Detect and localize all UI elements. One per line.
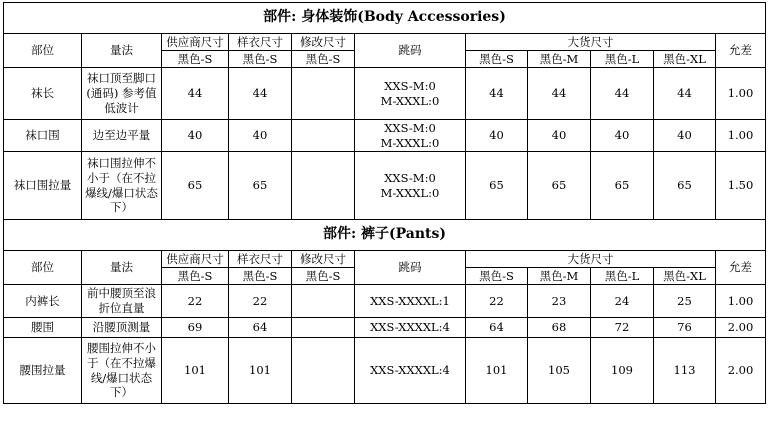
cell-modified (292, 152, 355, 220)
header-row (4, 34, 766, 51)
jump-line: M-XXXL:0 (380, 93, 440, 108)
subheader-bulk-l: 黑色-L (591, 51, 654, 68)
subheader-sample-color-size: 黑色-S (229, 51, 292, 68)
cell-position: 袜口围拉量 (4, 152, 82, 220)
subheader-bulk-s: 黑色-S (466, 51, 528, 68)
header-sample-size: 样衣尺寸 (229, 34, 292, 51)
cell-jump-code (355, 120, 466, 152)
jump-line: XXS-XXXXL:4 (370, 320, 450, 335)
header-position: 部位 (4, 34, 82, 68)
jump-line: M-XXXL:0 (380, 185, 440, 200)
subheader-sample-color-size: 黑色-S (229, 268, 292, 285)
cell-sample: 44 (229, 68, 292, 120)
cell-bulk-l: 65 (591, 152, 654, 220)
cell-jump-code (355, 338, 466, 404)
cell-tolerance: 1.00 (716, 285, 766, 318)
subheader-supplier-color-size: 黑色-S (162, 51, 229, 68)
subheader-bulk-xl: 黑色-XL (654, 268, 716, 285)
cell-bulk-xl: 25 (654, 285, 716, 318)
cell-bulk-l: 40 (591, 120, 654, 152)
cell-tolerance: 2.00 (716, 318, 766, 338)
cell-tolerance: 2.00 (716, 338, 766, 404)
cell-bulk-xl: 44 (654, 68, 716, 120)
table-row (4, 120, 766, 152)
jump-line: XXS-XXXXL:4 (370, 363, 450, 378)
subheader-bulk-l: 黑色-L (591, 268, 654, 285)
subheader-bulk-m: 黑色-M (528, 268, 591, 285)
cell-bulk-m: 40 (528, 120, 591, 152)
section-title: 部件: 裤子(Pants) (4, 220, 766, 251)
cell-sample: 64 (229, 318, 292, 338)
cell-bulk-l: 44 (591, 68, 654, 120)
header-bulk-size: 大货尺寸 (466, 34, 716, 51)
cell-tolerance: 1.50 (716, 152, 766, 220)
subheader-supplier-color-size: 黑色-S (162, 268, 229, 285)
subheader-bulk-s: 黑色-S (466, 268, 528, 285)
cell-modified (292, 285, 355, 318)
size-spec-table (3, 2, 766, 404)
cell-position: 袜口围 (4, 120, 82, 152)
header-tolerance: 允差 (716, 34, 766, 68)
cell-jump-code (355, 285, 466, 318)
cell-bulk-s: 64 (466, 318, 528, 338)
header-method: 量法 (82, 251, 162, 285)
cell-position: 内裤长 (4, 285, 82, 318)
header-jump-code: 跳码 (355, 251, 466, 285)
cell-method: 袜口围拉伸不小于（在不拉爆线/爆口状态下） (82, 152, 162, 220)
cell-tolerance: 1.00 (716, 120, 766, 152)
jump-line: XXS-M:0 (384, 171, 436, 186)
cell-bulk-s: 44 (466, 68, 528, 120)
cell-bulk-m: 44 (528, 68, 591, 120)
jump-line: M-XXXL:0 (380, 135, 440, 150)
cell-method: 腰围拉伸不小于（在不拉爆线/爆口状态下） (82, 338, 162, 404)
section-title: 部件: 身体装饰(Body Accessories) (4, 3, 766, 34)
header-modified-size: 修改尺寸 (292, 251, 355, 268)
cell-bulk-m: 105 (528, 338, 591, 404)
jump-line: XXS-M:0 (384, 121, 436, 136)
cell-bulk-s: 101 (466, 338, 528, 404)
header-method: 量法 (82, 34, 162, 68)
header-modified-size: 修改尺寸 (292, 34, 355, 51)
cell-sample: 101 (229, 338, 292, 404)
cell-bulk-xl: 113 (654, 338, 716, 404)
table-row (4, 318, 766, 338)
cell-modified (292, 68, 355, 120)
table-row (4, 285, 766, 318)
header-supplier-size: 供应商尺寸 (162, 34, 229, 51)
cell-supplier: 65 (162, 152, 229, 220)
cell-jump-code (355, 152, 466, 220)
header-row (4, 251, 766, 268)
subheader-modified-color-size: 黑色-S (292, 268, 355, 285)
table-row (4, 68, 766, 120)
cell-bulk-xl: 76 (654, 318, 716, 338)
cell-bulk-s: 22 (466, 285, 528, 318)
cell-position: 腰围拉量 (4, 338, 82, 404)
table-row (4, 152, 766, 220)
subheader-modified-color-size: 黑色-S (292, 51, 355, 68)
cell-tolerance: 1.00 (716, 68, 766, 120)
cell-method: 前中腰顶至浪折位直量 (82, 285, 162, 318)
section-title-row (4, 220, 766, 251)
header-tolerance: 允差 (716, 251, 766, 285)
cell-supplier: 40 (162, 120, 229, 152)
cell-method: 沿腰顶测量 (82, 318, 162, 338)
cell-modified (292, 338, 355, 404)
subheader-bulk-m: 黑色-M (528, 51, 591, 68)
cell-sample: 40 (229, 120, 292, 152)
cell-method: 边至边平量 (82, 120, 162, 152)
cell-supplier: 44 (162, 68, 229, 120)
cell-sample: 22 (229, 285, 292, 318)
cell-supplier: 101 (162, 338, 229, 404)
cell-bulk-m: 68 (528, 318, 591, 338)
section-title-row (4, 3, 766, 34)
cell-method: 袜口顶至脚口(通码) 参考值 低波计 (82, 68, 162, 120)
cell-bulk-l: 72 (591, 318, 654, 338)
header-supplier-size: 供应商尺寸 (162, 251, 229, 268)
cell-supplier: 22 (162, 285, 229, 318)
table-row (4, 338, 766, 404)
subheader-bulk-xl: 黑色-XL (654, 51, 716, 68)
cell-jump-code (355, 318, 466, 338)
cell-bulk-s: 40 (466, 120, 528, 152)
cell-supplier: 69 (162, 318, 229, 338)
cell-bulk-l: 109 (591, 338, 654, 404)
cell-modified (292, 318, 355, 338)
cell-jump-code (355, 68, 466, 120)
header-jump-code: 跳码 (355, 34, 466, 68)
cell-position: 袜长 (4, 68, 82, 120)
header-position: 部位 (4, 251, 82, 285)
cell-bulk-xl: 65 (654, 152, 716, 220)
cell-bulk-l: 24 (591, 285, 654, 318)
cell-modified (292, 120, 355, 152)
header-sample-size: 样衣尺寸 (229, 251, 292, 268)
cell-sample: 65 (229, 152, 292, 220)
cell-bulk-m: 65 (528, 152, 591, 220)
header-bulk-size: 大货尺寸 (466, 251, 716, 268)
cell-bulk-xl: 40 (654, 120, 716, 152)
jump-line: XXS-M:0 (384, 79, 436, 94)
cell-bulk-s: 65 (466, 152, 528, 220)
cell-position: 腰围 (4, 318, 82, 338)
jump-line: XXS-XXXXL:1 (370, 293, 450, 308)
cell-bulk-m: 23 (528, 285, 591, 318)
